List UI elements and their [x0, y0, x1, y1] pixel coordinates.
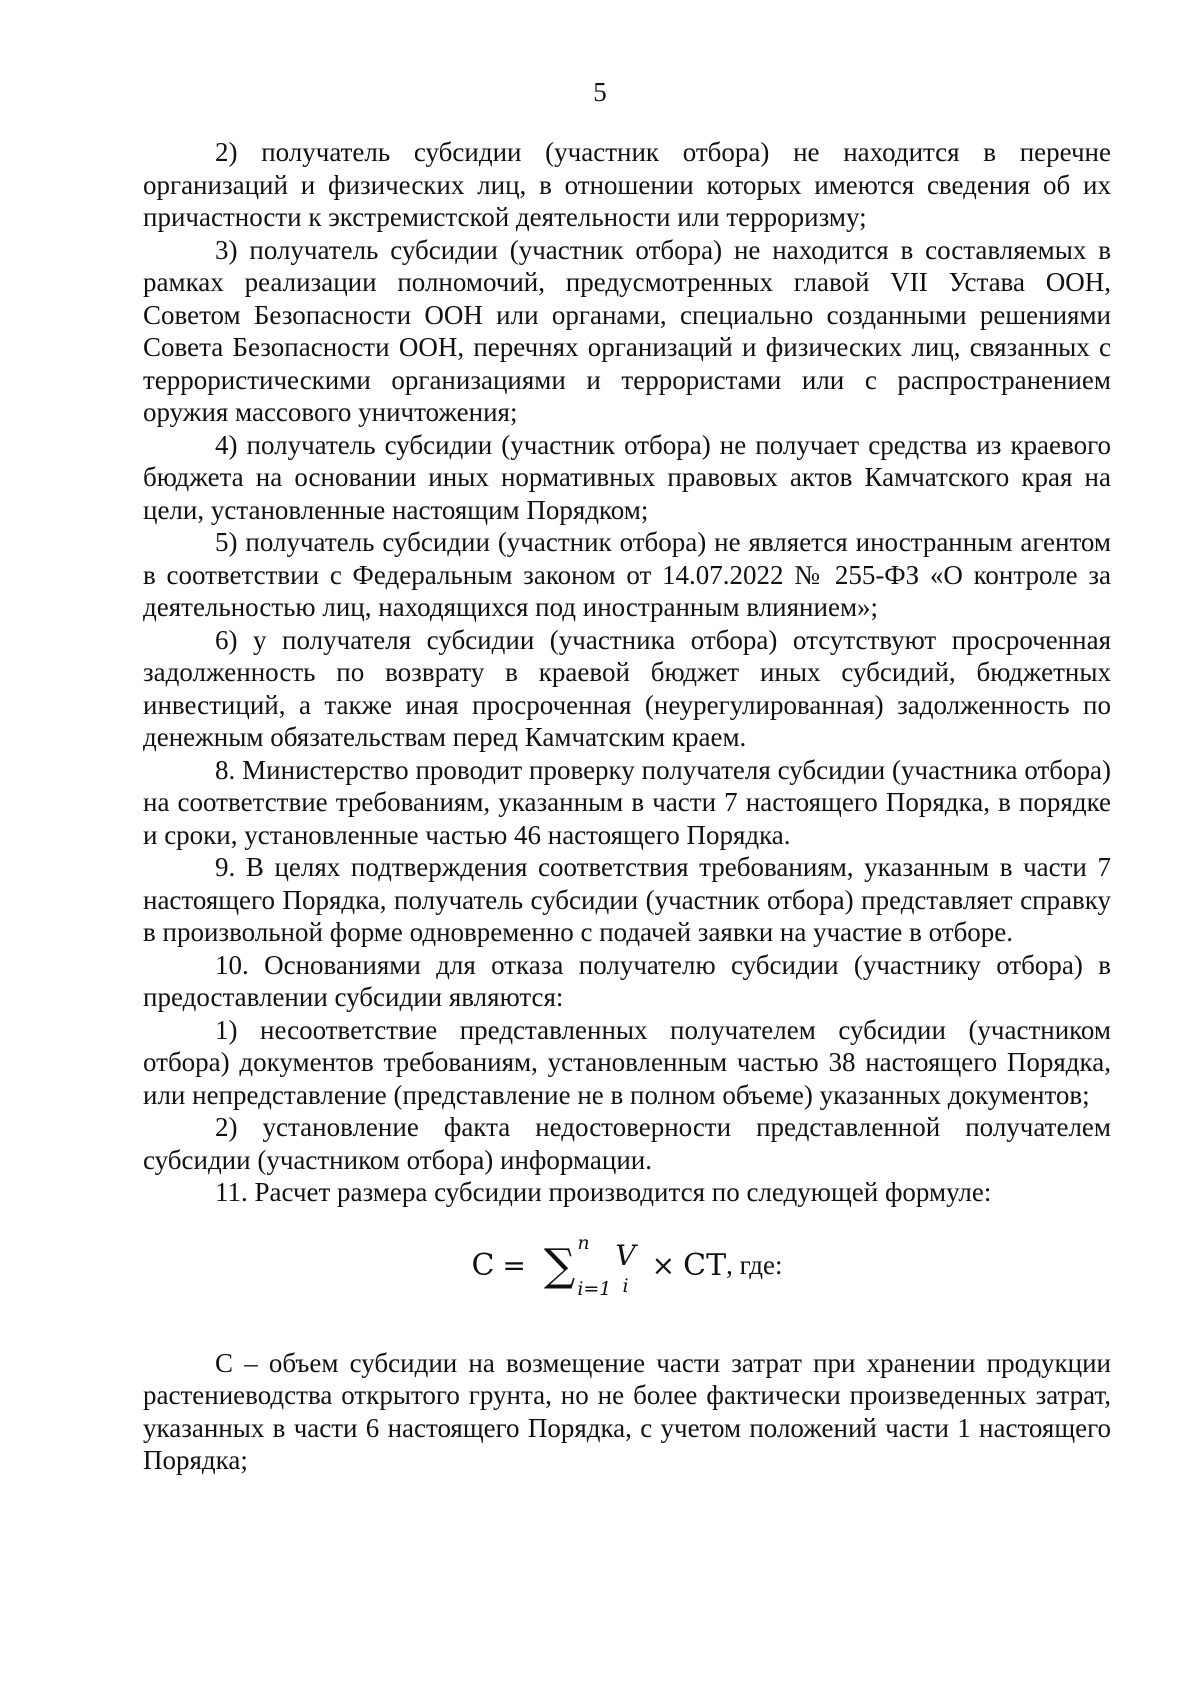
formula-lhs: C	[471, 1248, 495, 1283]
formula-variable-subscript: i	[622, 1274, 629, 1297]
paragraph-section-8: 8. Министерство проводит проверку получателя субсидии (участника отбора) на соответствие требованиям, указанным в части 7 настоящего Порядка, в порядке и сроки, установленные частью 46 настоящего Порядка.	[143, 754, 1111, 850]
page-number: 5	[593, 77, 607, 107]
sum-lower-limit: i=1	[577, 1277, 612, 1300]
paragraph-section-10: 10. Основаниями для отказа получателю субсидии (участнику отбора) в предоставлении субсидии являются:	[143, 949, 1111, 1012]
formula-times: ×	[651, 1249, 676, 1282]
paragraph-item-3-un-lists: 3) получатель субсидии (участник отбора) не находится в составляемых в рамках реализации полномочий, предусмотренных главой VII Устава ООН, Советом Безопасности ООН или органами, специально созданными решениями Совета Безопасности ООН, перечнях организаций и физических лиц, связанных с террористическими организациями и террористами или с распространением оружия массового уничтожения;	[143, 234, 1111, 427]
paragraph-item-4-budget-funds: 4) получатель субсидии (участник отбора) не получает средства из краевого бюджета на основании иных нормативных правовых актов Камчатского края на цели, установленные настоящим Порядком;	[143, 429, 1111, 525]
paragraph-section-9: 9. В целях подтверждения соответствия требованиям, указанным в части 7 настоящего Порядка, получатель субсидии (участник отбора) представляет справку в произвольной форме одновременно с подачей заявки на участие в отборе.	[143, 852, 1111, 947]
formula-rhs: CT	[683, 1248, 727, 1283]
formula-variable	[615, 1235, 635, 1297]
sum-icon: ∑	[543, 1239, 576, 1291]
formula-equals: =	[502, 1249, 526, 1282]
sum-limits	[577, 1233, 611, 1299]
paragraph-item-6-debt: 6) у получателя субсидии (участника отбора) отсутствуют просроченная задолженность по возврату в краевой бюджет иных субсидий, бюджетных инвестиций, а также иная просроченная (неурегулированная) задолженность по денежным обязательствам перед Камчатским краем.	[143, 624, 1111, 752]
paragraph-section-10-item-2: 2) установление факта недостоверности представленной получателем субсидии (участником отбора) информации.	[143, 1112, 1111, 1175]
paragraph-section-10-item-1: 1) несоответствие представленных получателем субсидии (участником отбора) документов требованиям, установленным частью 38 настоящего Порядка, или непредставление (представление не в полном объеме) указанных документов;	[143, 1014, 1111, 1110]
formula-tail: , где:	[726, 1250, 783, 1280]
sum-upper-limit: n	[577, 1231, 590, 1254]
paragraph-item-5-foreign-agent: 5) получатель субсидии (участник отбора) не является иностранным агентом в соответствии с Федеральным законом от 14.07.2022 № 255-ФЗ «О контроле за деятельностью лиц, находящихся под иностранным влиянием»;	[143, 527, 1111, 622]
formula-variable-name: V	[615, 1238, 636, 1272]
subsidy-formula	[143, 1225, 1111, 1307]
paragraph-definition-c: С – объем субсидии на возмещение части затрат при хранении продукции растениеводства открытого грунта, но не более фактически произведенных затрат, указанных в части 6 настоящего Порядка, с учетом положений части 1 настоящего Порядка;	[143, 1347, 1111, 1475]
paragraph-section-11: 11. Расчет размера субсидии производится по следующей формуле:	[215, 1177, 992, 1207]
document-body	[143, 136, 1111, 1477]
paragraph-item-2-extremism: 2) получатель субсидии (участник отбора) не находится в перечне организаций и физических лиц, в отношении которых имеются сведения об их причастности к экстремистской деятельности или терроризму;	[143, 137, 1111, 232]
